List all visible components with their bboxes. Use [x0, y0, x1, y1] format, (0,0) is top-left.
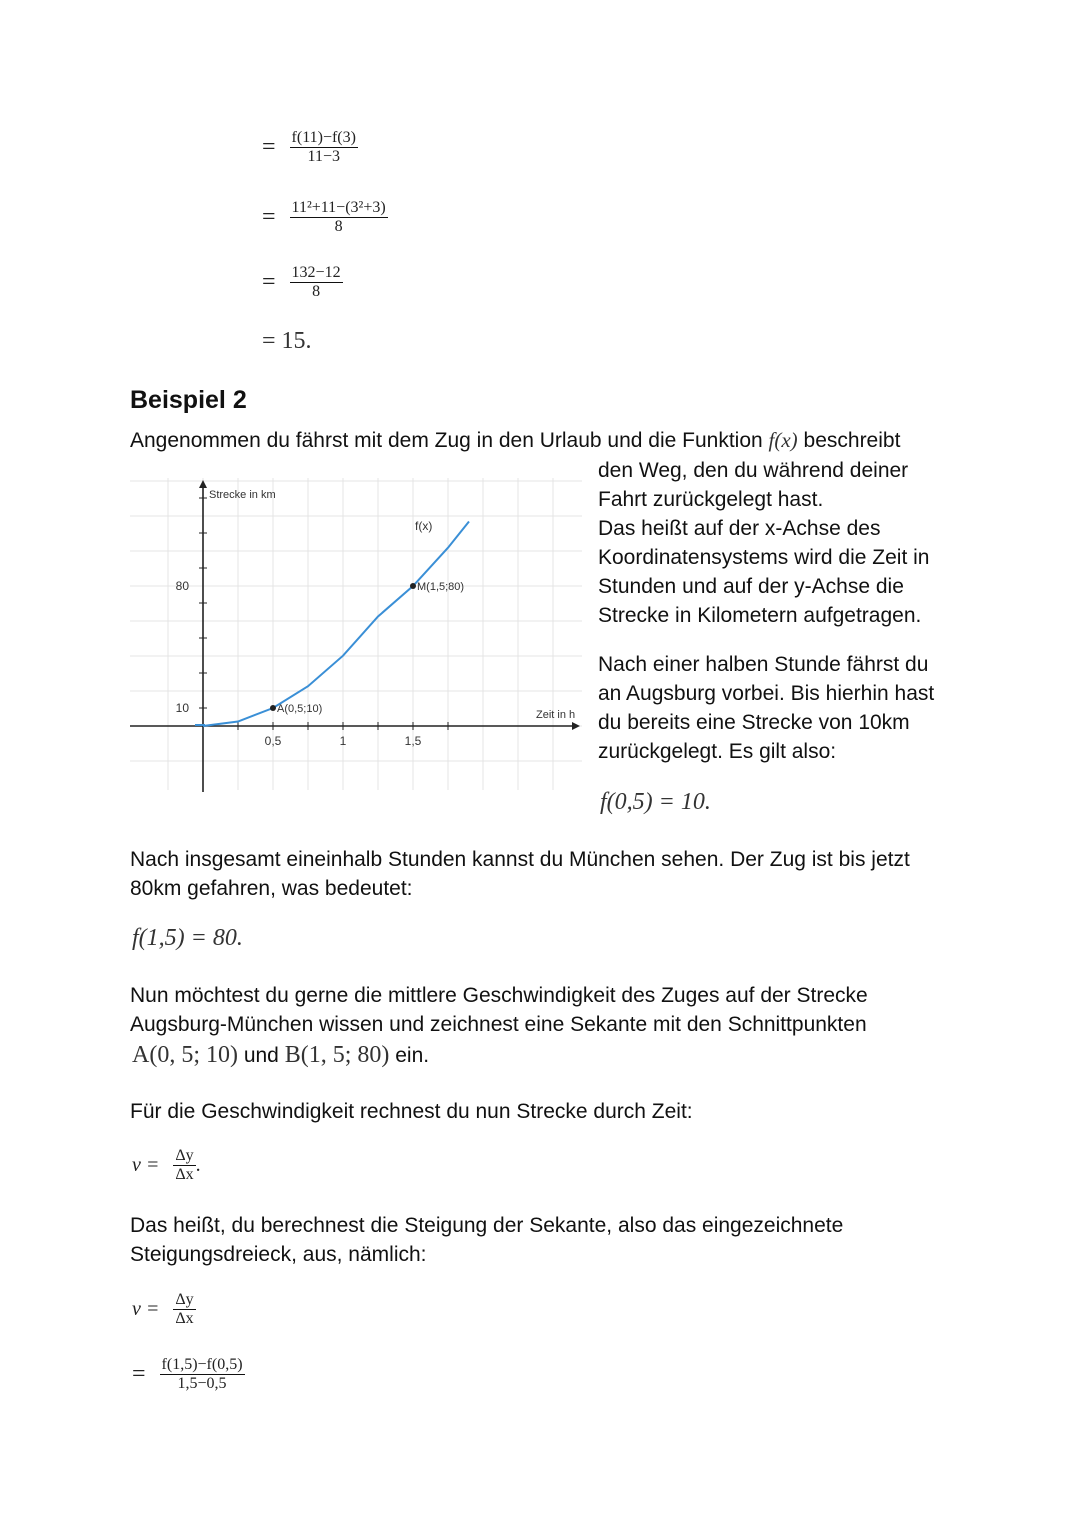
series-label: f(x) — [415, 519, 433, 533]
text-line: 80km gefahren, was bedeutet: — [130, 877, 413, 900]
distance-time-chart — [130, 478, 582, 796]
fraction — [290, 200, 388, 235]
sekante-points-line — [132, 1041, 429, 1070]
velocity-lhs: v = — [132, 1298, 160, 1320]
equals-sign: = — [262, 134, 276, 160]
equals-sign: = — [262, 204, 276, 230]
text-line: zurückgelegt. Es gilt also: — [598, 740, 837, 763]
equation-result: = 15. — [262, 328, 312, 354]
equation-line-1 — [262, 130, 358, 165]
y-tick-label: 10 — [175, 701, 189, 715]
fraction-denominator: Δx — [175, 1310, 194, 1327]
intro-end: beschreibt — [803, 429, 901, 452]
text-line: Steigungsdreieck, aus, nämlich: — [130, 1243, 427, 1266]
fraction-numerator: Δy — [175, 1291, 194, 1308]
fraction-numerator: Δy — [175, 1147, 194, 1164]
point-a: A(0, 5; 10) — [132, 1042, 238, 1068]
point-b: B(1, 5; 80) — [284, 1042, 390, 1068]
fraction-numerator: f(1,5)−f(0,5) — [161, 1356, 243, 1373]
text-line: Nach einer halben Stunde fährst du — [598, 653, 929, 676]
period: . — [195, 1154, 201, 1176]
equals-sign: = — [262, 269, 276, 295]
chart-series — [195, 522, 469, 727]
connector-ein: ein. — [395, 1044, 430, 1067]
equation-line-3 — [262, 265, 343, 300]
right-paragraph-1 — [598, 456, 929, 630]
fraction-denominator: 8 — [312, 283, 321, 300]
equation-f05: f(0,5) = 10. — [600, 789, 711, 815]
text-line: Fahrt zurückgelegt hast. — [598, 488, 824, 511]
fraction — [173, 1292, 195, 1327]
equation-f15: f(1,5) = 80. — [132, 925, 243, 951]
equals-sign: = — [132, 1361, 146, 1387]
text-line: Stunden und auf der y-Achse die — [598, 575, 904, 598]
velocity-lhs: v = — [132, 1154, 160, 1176]
text-line: den Weg, den du während deiner — [598, 459, 909, 482]
x-tick-label: 1,5 — [404, 734, 422, 748]
equation-line-2 — [262, 200, 388, 235]
velocity-equation-2 — [132, 1292, 196, 1327]
fraction — [173, 1148, 195, 1183]
right-paragraph-2 — [598, 650, 934, 766]
x-tick-label: 1 — [339, 734, 347, 748]
muenchen-paragraph — [130, 845, 910, 903]
geschwindigkeit-paragraph: Für die Geschwindigkeit rechnest du nun Strecke durch Zeit: — [130, 1100, 693, 1123]
data-point — [270, 705, 276, 711]
text-line: Augsburg-München wissen und zeichnest eine Sekante mit den Schnittpunkten — [130, 1013, 867, 1036]
text-line: Das heißt auf der x-Achse des — [598, 517, 881, 540]
data-point-label: M(1,5;80) — [417, 581, 465, 593]
text-line: Strecke in Kilometern aufgetragen. — [598, 604, 922, 627]
fraction-denominator: 8 — [334, 218, 343, 235]
x-axis-arrow-icon — [572, 722, 580, 730]
fraction-numerator: 132−12 — [291, 264, 341, 281]
fraction-denominator: 11−3 — [307, 148, 340, 165]
text-line: Das heißt, du berechnest die Steigung der Sekante, also das eingezeichnete — [130, 1214, 844, 1237]
fraction — [290, 130, 358, 165]
fraction — [290, 265, 343, 300]
section-heading: Beispiel 2 — [130, 386, 247, 414]
text-line: an Augsburg vorbei. Bis hierhin hast — [598, 682, 935, 705]
y-axis-label: Strecke in km — [209, 489, 276, 501]
x-tick-label: 0,5 — [264, 734, 282, 748]
fraction-denominator: Δx — [175, 1166, 194, 1183]
chart-axes — [130, 480, 580, 792]
series-line-fx — [203, 522, 469, 727]
text-line: Nach insgesamt eineinhalb Stunden kannst du München sehen. Der Zug ist bis jetzt — [130, 848, 910, 871]
text-line: Koordinatensystems wird die Zeit in — [598, 546, 930, 569]
velocity-equation-1 — [132, 1148, 201, 1183]
chart-grid — [130, 478, 582, 790]
final-equation — [132, 1357, 245, 1392]
fraction-numerator: 11²+11−(3²+3) — [291, 199, 386, 216]
fraction — [160, 1357, 245, 1392]
text-line: du bereits eine Strecke von 10km — [598, 711, 910, 734]
fraction-numerator: f(11)−f(3) — [291, 129, 356, 146]
y-tick-label: 80 — [175, 579, 189, 593]
intro-text: Angenommen du fährst mit dem Zug in den Urlaub und die Funktion — [130, 429, 763, 452]
data-point-label: A(0,5;10) — [277, 703, 323, 715]
fraction-denominator: 1,5−0,5 — [177, 1375, 227, 1392]
x-axis-label: Zeit in h — [536, 709, 576, 721]
text-line: Nun möchtest du gerne die mittlere Geschwindigkeit des Zuges auf der Strecke — [130, 984, 868, 1007]
intro-function: f(x) — [768, 428, 798, 452]
data-point — [410, 583, 416, 589]
steigung-paragraph — [130, 1211, 843, 1269]
intro-paragraph — [130, 426, 900, 455]
connector-und: und — [243, 1044, 279, 1067]
sekante-paragraph — [130, 981, 868, 1039]
